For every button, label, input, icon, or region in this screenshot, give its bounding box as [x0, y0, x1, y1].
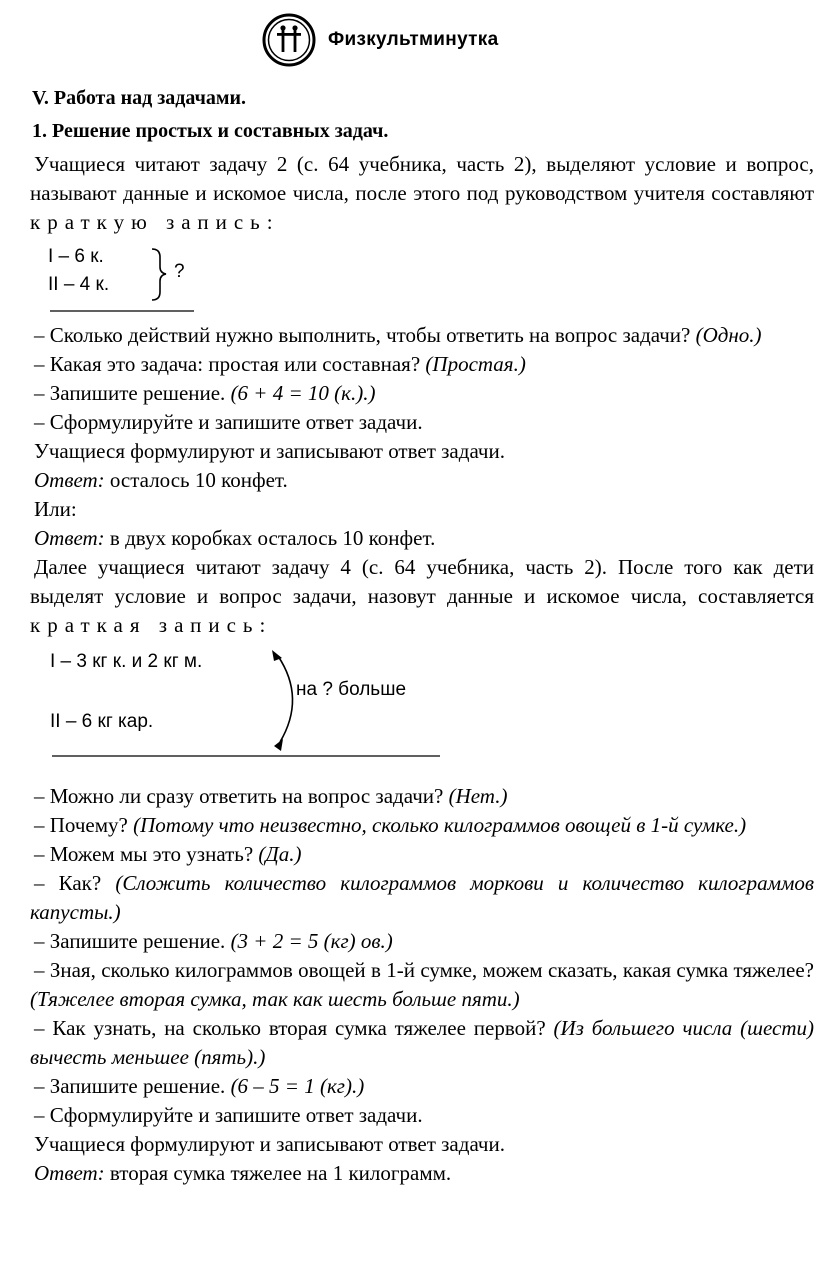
header-title: Физкультминутка — [328, 29, 499, 50]
short-record-schema-1 — [48, 243, 208, 313]
paragraph-task4: Далее учащиеся читают задачу 4 (с. 64 учебника, часть 2). После того как дети выделят условие и вопрос задачи, назовут данные и искомое числа, составляется краткая запись: — [30, 555, 814, 637]
question-3: – Запишите решение. (6 + 4 = 10 (к.).) — [34, 381, 376, 405]
two-figures-circle-icon — [262, 13, 316, 67]
spaced-phrase: краткая запись — [30, 613, 260, 637]
schema2-question: на ? больше — [296, 679, 407, 700]
schema1-question: ? — [174, 261, 185, 282]
schema1-line-2: II – 4 к. — [48, 274, 110, 295]
paragraph-task2: Учащиеся читают задачу 2 (с. 64 учебника, часть 2), выделяют условие и вопрос, называют данные и искомое числа, после этого под руководством учителя составляют краткую запись: — [30, 152, 814, 234]
question-10: – Зная, сколько килограммов овощей в 1-й сумке, можем сказать, какая сумка тяжелее? (Тяжелее вторая сумка, так как шесть больше пяти.) — [30, 958, 814, 1011]
question-8: – Как? (Сложить количество килограммов моркови и количество килограммов капусты.) — [30, 871, 815, 924]
question-11: – Как узнать, на сколько вторая сумка тяжелее первой? (Из большего числа (шести) вычесть меньшее (пять).) — [30, 1016, 814, 1069]
question-6: – Почему? (Потому что неизвестно, сколько килограммов овощей в 1-й сумке.) — [34, 813, 747, 837]
question-9: – Запишите решение. (3 + 2 = 5 (кг) ов.) — [34, 929, 393, 953]
page-header — [262, 10, 498, 70]
spaced-phrase: краткую запись — [30, 210, 267, 234]
schema2-line-2: II – 6 кг кар. — [50, 711, 154, 732]
question-5: – Можно ли сразу ответить на вопрос задачи? (Нет.) — [34, 784, 508, 808]
subsection-heading: 1. Решение простых и составных задач. — [32, 120, 389, 142]
question-2: – Какая это задача: простая или составная? (Простая.) — [34, 352, 526, 376]
answer-1: Ответ: осталось 10 конфет. — [34, 468, 288, 492]
schema1-line-1: I – 6 к. — [48, 246, 104, 267]
or-line: Или: — [34, 497, 77, 521]
question-1: – Сколько действий нужно выполнить, чтобы ответить на вопрос задачи? (Одно.) — [34, 323, 762, 347]
section-heading: V. Работа над задачами. — [32, 87, 247, 109]
question-4: – Сформулируйте и запишите ответ задачи. — [34, 410, 423, 434]
paragraph-formulate-1: Учащиеся формулируют и записывают ответ задачи. — [34, 439, 505, 463]
question-12: – Запишите решение. (6 – 5 = 1 (кг).) — [34, 1074, 365, 1098]
document-body — [0, 84, 816, 1188]
question-7: – Можем мы это узнать? (Да.) — [34, 842, 302, 866]
schema2-line-1: I – 3 кг к. и 2 кг м. — [50, 651, 203, 672]
answer-2: Ответ: в двух коробках осталось 10 конфет. — [34, 526, 436, 550]
answer-3: Ответ: вторая сумка тяжелее на 1 килограмм. — [34, 1161, 452, 1185]
paragraph-formulate-2: Учащиеся формулируют и записывают ответ задачи. — [34, 1132, 505, 1156]
short-record-schema-2 — [50, 644, 450, 772]
question-13: – Сформулируйте и запишите ответ задачи. — [34, 1103, 423, 1127]
